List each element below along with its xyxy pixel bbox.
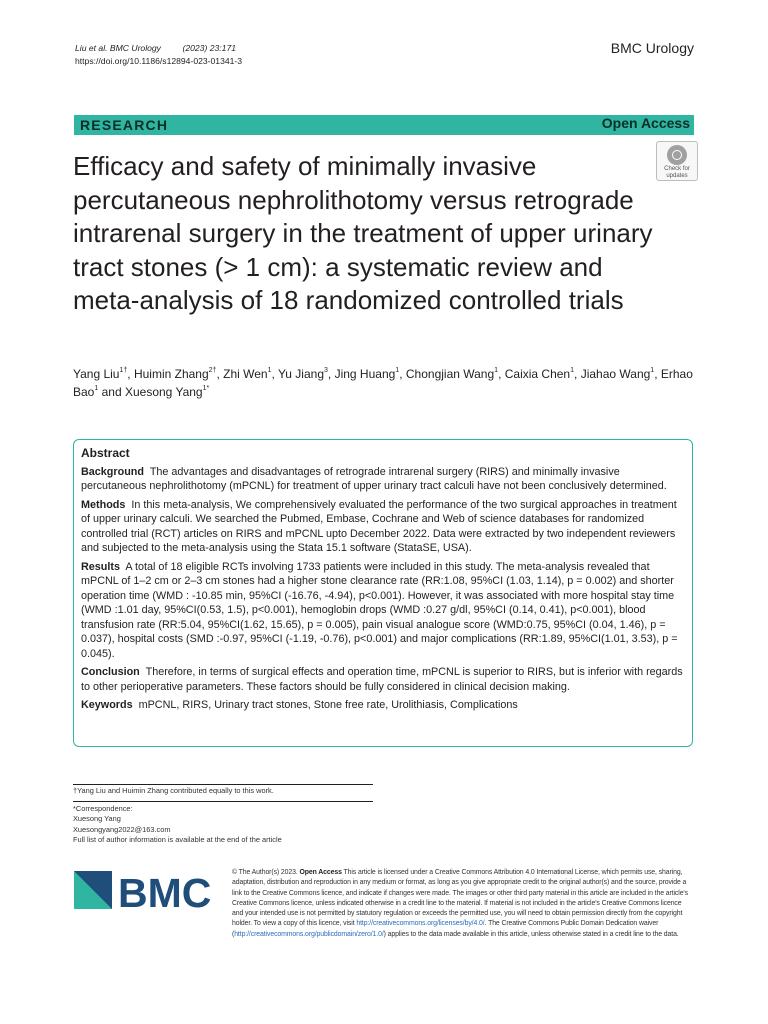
author-name: Yang Liu (73, 367, 120, 381)
author-list: Yang Liu$^{1\dagger}$, Huimin Zhang$^{2\dagger}$, Zhi Wen$^1$, Yu Jiang$^3$, Jing Huang$^1$, Chongjian Wang$^1$, Caixia Chen$^1$, Jiahao Wang$^1$, Erhao Bao$^1$ and Xuesong Yang$^{1*}$ (73, 367, 693, 399)
author-info-note: Full list of author information is available at the end of the article (73, 835, 282, 845)
journal-name: BMC Urology (610, 40, 694, 56)
author-name: Zhi Wen (223, 367, 268, 381)
bmc-logo (74, 871, 216, 915)
abstract-results (81, 560, 684, 662)
results-text: A total of 18 eligible RCTs involving 1733 patients were included in this study. The meta-analysis revealed that mPCNL of 1–2 cm or 2–3 cm stones had a higher stone clearance rate (RR:1.08, 95%CI (1.03, 1.14), p = 0.002) and shorter operation time (WMD : -10.85 min, 95%CI (-16.76, -4.94), p<0.001). However, it was associated with more hospital stay time (WMD :1.01 day, 95%CI(0.53, 1.5), p<0.001), hemoglobin drops (WMD :0.27 g/dl, 95%CI (0.14, 0.41), p<0.001), blood transfusion rate (RR:5.04, 95%CI(1.62, 15.65), p = 0.005), pain visual analogue score (WMD:0.75, 95%CI (0.04, 1.46), p = 0.037), hospital costs (SMD :-0.97, 95%CI (-1.19, -0.76), p<0.001) and major complications (RR:1.89, 95%CI(1.01, 3.53), p = 0.045). (81, 560, 678, 660)
correspondence-block (73, 804, 282, 846)
doi-link[interactable]: https://doi.org/10.1186/s12894-023-01341-3 (75, 56, 243, 66)
author-name: Erhao Bao (73, 367, 693, 399)
citation-authors: Liu et al. BMC Urology (75, 43, 161, 53)
article-title: Efficacy and safety of minimally invasive percutaneous nephrolithotomy versus retrograde intrarenal surgery in the treatment of upper urinary tract stones (> 1 cm): a systematic review and meta-analysis of 18 randomized controlled trials (73, 151, 653, 315)
bmc-logo-text: BMC (118, 871, 212, 915)
abstract-keywords (81, 698, 684, 713)
background-label: Background (81, 465, 144, 478)
author-affiliation: 1 (494, 367, 499, 374)
author-affiliation: 1 (395, 367, 400, 374)
abstract-methods (81, 498, 684, 556)
license-copyright: © The Author(s) 2023. (232, 869, 298, 876)
author-affiliation: 1* (202, 385, 210, 392)
keywords-label: Keywords (81, 699, 133, 711)
equal-contribution-note: †Yang Liu and Huimin Zhang contributed equally to this work. (73, 786, 274, 795)
author-name: Caixia Chen (504, 367, 571, 381)
conclusion-label: Conclusion (81, 666, 140, 678)
keywords-text: mPCNL, RIRS, Urinary tract stones, Stone free rate, Urolithiasis, Complications (138, 699, 518, 711)
license-body: This article is licensed under a Creative Commons Attribution 4.0 International License, which permits use, sharing, adaptation, distribution and reproduction in any medium or format, as long as you give appropriate credit to the original author(s) and the source, provide a link to the Creative Commons licence, and indicate if changes were made. The images or other third party material in this article are included in the article's Creative Commons licence, unless indicated otherwise in a credit line to the material. If material is not included in the article's Creative Commons licence and your intended use is not permitted by statutory regulation or exceeds the permitted use, you will need to obtain permission directly from the copyright holder. To view a copy of this licence, visit (232, 869, 688, 928)
author-name: Yu Jiang (277, 367, 324, 381)
author-affiliation: 1 (570, 367, 575, 374)
author-name: Chongjian Wang (405, 367, 495, 381)
correspondence-name: Xuesong Yang (73, 814, 121, 824)
check-updates-line2: updates (666, 172, 688, 179)
author-affiliation: 3 (324, 367, 328, 374)
author-name: Xuesong Yang (124, 385, 203, 399)
correspondence-divider (73, 801, 373, 802)
author-affiliation: 1 (94, 385, 99, 392)
abstract-heading: Abstract (81, 446, 130, 460)
footnote-divider (73, 784, 373, 785)
license-statement (232, 868, 694, 940)
check-updates-line1: Check for (664, 166, 690, 172)
license-mid: . The Creative Commons Public Domain Dedication waiver ( (232, 920, 659, 938)
abstract-conclusion (81, 665, 684, 694)
citation-year: (2023) 23:171 (182, 43, 236, 53)
correspondence-email[interactable]: Xuesongyang2022@163.com (73, 824, 171, 834)
methods-label: Methods (81, 498, 126, 511)
license-link-by[interactable]: http://creativecommons.org/licenses/by/4.0/ (356, 920, 485, 928)
license-open-access: Open Access (299, 869, 342, 876)
check-updates-icon (667, 145, 687, 165)
background-text: The advantages and disadvantages of retrograde intrarenal surgery (RIRS) and minimally invasive percutaneous nephrolithotomy (mPCNL) for treatment of upper urinary tract calculi have not been conclusively determined. (81, 465, 667, 492)
methods-text: In this meta-analysis, We comprehensively evaluated the performance of the two surgical approaches in treatment of upper urinary calculi. We searched the Pubmed, Embase, Cochrane and Web of science databases for randomized controlled trial (RCT) articles on RIRS and mPCNL upto December 2022. Data were extracted by two independent reviewers and subjected to the meta-analysis using the Stata 15.1 software (StataSE, USA). (81, 498, 677, 554)
author-affiliation: 1 (650, 367, 655, 374)
conclusion-text: Therefore, in terms of surgical effects and operation time, mPCNL is superior to RIRS, but is inferior with regards to other perioperative parameters. These factors should be fully considered in clinical decision making. (81, 666, 683, 693)
author-affiliation: 1† (119, 367, 128, 374)
open-access-label: Open Access (601, 115, 690, 131)
section-label: RESEARCH (80, 117, 169, 133)
license-link-zero[interactable]: http://creativecommons.org/publicdomain/zero/1.0/ (234, 930, 384, 938)
author-affiliation: 1 (267, 367, 272, 374)
citation-header (75, 42, 242, 68)
author-name: Jiahao Wang (580, 367, 651, 381)
abstract-background (81, 465, 684, 494)
abstract (81, 446, 684, 717)
correspondence-label: *Correspondence: (73, 804, 133, 813)
license-tail: ) applies to the data made available in this article, unless otherwise stated in a credit line to the data. (383, 930, 679, 938)
check-for-updates-badge[interactable] (656, 141, 698, 181)
author-affiliation: 2† (208, 367, 217, 374)
author-name: Huimin Zhang (133, 367, 209, 381)
results-label: Results (81, 560, 121, 573)
author-name: Jing Huang (334, 367, 396, 381)
